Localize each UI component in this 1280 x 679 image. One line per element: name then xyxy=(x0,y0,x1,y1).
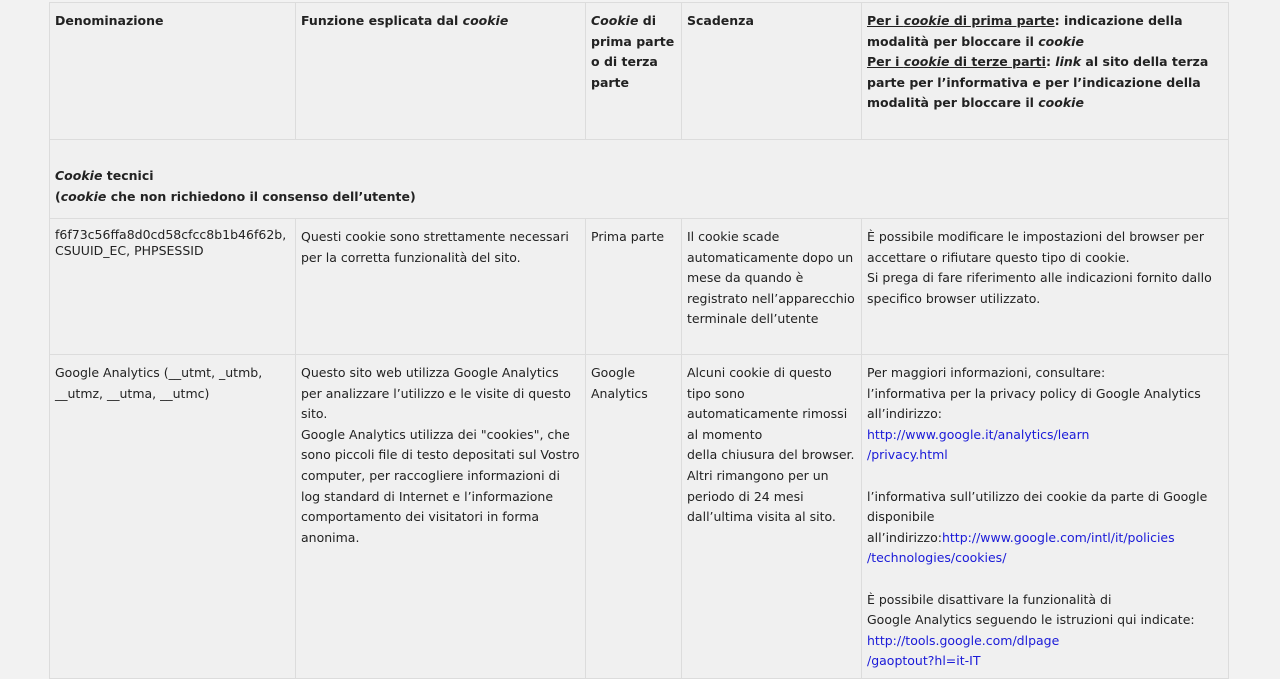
row1-name: f6f73c56ffa8d0cd58cfcc8b1b46f62b, CSUUID_EC, PHPSESSID xyxy=(50,219,296,355)
header-parte-italic: Cookie xyxy=(591,13,639,28)
section-row xyxy=(50,140,1229,219)
header-blocco-first-party: Per i cookie di prima parte: indicazione della modalità per bloccare il cookie xyxy=(867,13,1183,49)
header-scadenza xyxy=(682,3,862,140)
table-row xyxy=(50,219,1229,355)
header-funzione-text: Funzione esplicata dal xyxy=(301,13,463,28)
row2-party: Google Analytics xyxy=(586,355,682,679)
row2-block-cookie-text: l’informativa sull’utilizzo dei cookie da parte di Google disponibile all’indirizzo:http://www.google.com/intl/it/policies /technologies/cookies/ xyxy=(867,488,1208,566)
row2-function-text-1: Questo sito web utilizza Google Analytics per analizzare l’utilizzo e le visite di questo sito. xyxy=(301,365,571,422)
cookies-policy-link[interactable]: http://www.google.com/intl/it/policies /technologies/cookies/ xyxy=(867,529,1175,566)
header-parte xyxy=(586,3,682,140)
row2-expiry-text-3: Altri rimangono per un periodo di 24 mesi dall’ultima visita al sito. xyxy=(687,467,836,525)
row1-block-text-2: Si prega di fare riferimento alle indicazioni fornito dallo specifico browser utilizzato. xyxy=(867,270,1212,306)
header-parte-text: di prima parte o di terza parte xyxy=(591,13,675,90)
section-subheading: (cookie che non richiedono il consenso dell’utente) xyxy=(55,188,416,204)
cookie-table-container xyxy=(49,2,1228,679)
row1-block-text-1: È possibile modificare le impostazioni del browser per accettare o rifiutare questo tipo di cookie. xyxy=(867,229,1204,265)
row1-block xyxy=(862,219,1229,355)
header-denominazione-label: Denominazione xyxy=(55,13,164,28)
header-denominazione xyxy=(50,3,296,140)
row2-expiry xyxy=(682,355,862,679)
header-funzione xyxy=(296,3,586,140)
row2-block-optout-text-2: Google Analytics seguendo le istruzioni qui indicate: xyxy=(867,612,1195,628)
spacer xyxy=(867,466,1223,487)
row2-block-privacy-text: l’informativa per la privacy policy di Google Analytics all’indirizzo: xyxy=(867,385,1201,422)
header-row xyxy=(50,3,1229,140)
header-funzione-italic: cookie xyxy=(462,13,509,28)
row2-block-intro: Per maggiori informazioni, consultare: xyxy=(867,365,1106,380)
table-row xyxy=(50,355,1229,679)
row2-name: Google Analytics (__utmt, _utmb, __utmz, __utma, __utmc) xyxy=(50,355,296,679)
row2-function xyxy=(296,355,586,679)
row2-expiry-text-1: Alcuni cookie di questo tipo sono automaticamente rimossi al momento xyxy=(687,365,848,442)
row2-function-text-2: Google Analytics utilizza dei "cookies", che sono piccoli file di testo depositati sul Vostro computer, per raccogliere informazioni di log standard di Internet e l’informazione comportamento dei visitatori in forma anonima. xyxy=(301,426,580,545)
row1-expiry: Il cookie scade automaticamente dopo un mese da quando è registrato nell’apparecchio terminale dell’utente xyxy=(682,219,862,355)
row2-block xyxy=(862,355,1229,679)
row2-block-optout-text-1: È possibile disattivare la funzionalità di xyxy=(867,591,1112,607)
section-heading: Cookie tecnici xyxy=(55,168,154,183)
optout-link[interactable]: http://tools.google.com/dlpage /gaoptout?hl=it-IT xyxy=(867,632,1060,669)
header-scadenza-label: Scadenza xyxy=(687,13,754,28)
privacy-policy-link[interactable]: http://www.google.it/analytics/learn /privacy.html xyxy=(867,426,1090,463)
cookie-table xyxy=(49,2,1229,679)
row1-function: Questi cookie sono strettamente necessari per la corretta funzionalità del sito. xyxy=(296,219,586,355)
spacer xyxy=(867,569,1223,590)
header-blocco xyxy=(862,3,1229,140)
header-blocco-third-party: Per i cookie di terze parti: link al sito della terza parte per l’informativa e per l’indicazione della modalità per bloccare il cookie xyxy=(867,54,1209,111)
section-title xyxy=(50,140,1229,219)
row1-party: Prima parte xyxy=(586,219,682,355)
row2-expiry-text-2: della chiusura del browser. xyxy=(687,447,855,463)
